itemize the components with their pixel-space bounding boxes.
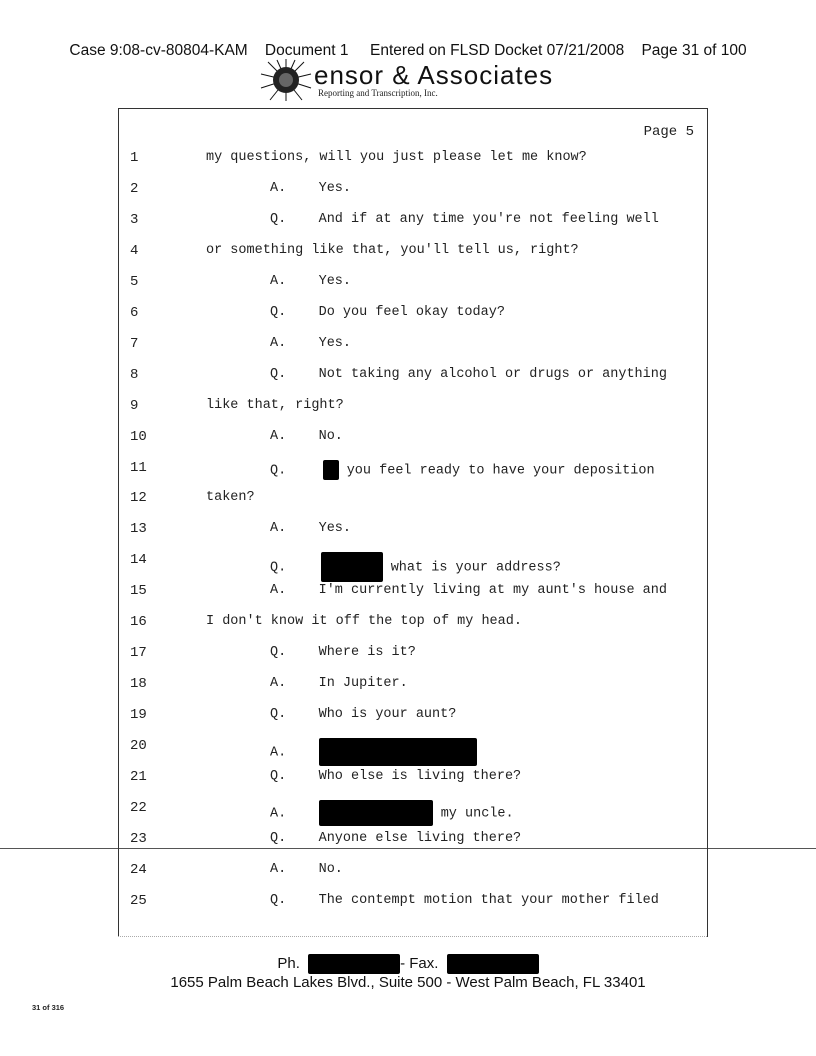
- line-number: 18: [130, 676, 147, 693]
- line-text: Q. The contempt motion that your mother filed: [270, 892, 659, 908]
- transcript-line: [118, 521, 706, 545]
- transcript-line: [118, 336, 706, 360]
- line-number: 25: [130, 892, 147, 909]
- line-number: 16: [130, 614, 147, 631]
- line-text: Q. And if at any time you're not feeling well: [270, 211, 659, 227]
- line-text: A. No.: [270, 428, 343, 444]
- line-number: 1: [130, 150, 139, 166]
- fax-label: - Fax.: [400, 954, 439, 972]
- transcript-line: [118, 893, 706, 917]
- line-text: [270, 552, 561, 582]
- line-text: A. No.: [270, 861, 343, 877]
- transcript-line: [118, 645, 706, 669]
- line-number: 9: [130, 397, 139, 414]
- transcript-line: [118, 676, 706, 700]
- transcript-line: [118, 274, 706, 298]
- line-number: 12: [130, 490, 147, 507]
- line-number: 4: [130, 242, 139, 259]
- transcript-line: [118, 460, 706, 484]
- line-text: Q. Who is your aunt?: [270, 707, 457, 723]
- transcript-line: [118, 800, 706, 824]
- line-text: [270, 800, 514, 826]
- line-text: A. Yes.: [270, 521, 352, 537]
- line-number: 2: [130, 180, 139, 197]
- line-text: taken?: [206, 490, 255, 506]
- line-number: 11: [130, 459, 147, 476]
- line-text: A. Yes.: [270, 273, 352, 289]
- line-text: A. Yes.: [270, 180, 352, 196]
- redaction-box: [323, 460, 339, 480]
- line-text-before-redaction: A.: [270, 806, 319, 822]
- line-number: 13: [130, 521, 147, 538]
- line-text-before-redaction: Q.: [270, 560, 319, 576]
- line-number: 22: [130, 799, 147, 816]
- line-text: or something like that, you'll tell us, right?: [206, 242, 579, 258]
- line-text-after-redaction: my uncle.: [432, 806, 514, 822]
- line-text-before-redaction: A.: [270, 745, 319, 761]
- redaction-box: [319, 800, 433, 826]
- line-text: A. I'm currently living at my aunt's house and: [270, 583, 667, 599]
- line-number: 17: [130, 645, 147, 662]
- transcript-line: [118, 862, 706, 886]
- transcript-line: [118, 305, 706, 329]
- line-number: 8: [130, 366, 139, 383]
- line-number: 14: [130, 552, 147, 569]
- line-number: 7: [130, 335, 139, 352]
- line-text: [270, 460, 655, 480]
- line-text-after-redaction: what is your address?: [382, 560, 561, 576]
- transcript-line: [118, 490, 706, 514]
- transcript-line: [118, 614, 706, 638]
- transcript-line: [118, 769, 706, 793]
- footer-address: 1655 Palm Beach Lakes Blvd., Suite 500 - West Palm Beach, FL 33401: [170, 974, 646, 991]
- line-text: I don't know it off the top of my head.: [206, 614, 522, 630]
- transcript-line: [118, 429, 706, 453]
- phone-label: Ph.: [277, 954, 300, 972]
- transcript-line: [118, 181, 706, 205]
- transcript-page-number: Page 5: [643, 124, 694, 140]
- line-number: 19: [130, 707, 147, 724]
- line-text-after-redaction: you feel ready to have your deposition: [338, 463, 655, 479]
- sun-logo-icon: [258, 58, 314, 102]
- line-number: 10: [130, 428, 147, 445]
- line-number: 23: [130, 830, 147, 847]
- transcript-line: [118, 831, 706, 855]
- line-text: [270, 738, 477, 766]
- page-bottom-edge: [118, 936, 707, 937]
- line-number: 21: [130, 769, 147, 785]
- transcript-line: [118, 707, 706, 731]
- line-text: Q. Not taking any alcohol or drugs or anything: [270, 366, 667, 382]
- redaction-box: [319, 738, 477, 766]
- footer-contact: [0, 954, 816, 974]
- document-page-count: 31 of 316: [32, 1003, 65, 1012]
- redacted-phone: [308, 954, 400, 974]
- line-text-before-redaction: Q.: [270, 463, 319, 479]
- transcript-line: [118, 552, 706, 576]
- transcript-line: [118, 583, 706, 607]
- line-text: A. In Jupiter.: [270, 676, 408, 692]
- line-text: Q. Do you feel okay today?: [270, 304, 505, 320]
- case-header: Case 9:08-cv-80804-KAM Document 1 Entered on FLSD Docket 07/21/2008 Page 31 of 100: [69, 42, 747, 59]
- redaction-box: [321, 552, 383, 582]
- logo-subtitle: Reporting and Transcription, Inc.: [318, 88, 438, 98]
- logo-name: ensor & Associates: [314, 60, 554, 90]
- transcript-line: [118, 150, 706, 174]
- line-text: Q. Where is it?: [270, 645, 416, 661]
- transcript-line: [118, 212, 706, 236]
- line-text: Q. Anyone else living there?: [270, 830, 522, 846]
- transcript-line: [118, 367, 706, 391]
- line-text: my questions, will you just please let me know?: [206, 150, 587, 165]
- line-text: Q. Who else is living there?: [270, 769, 522, 784]
- line-number: 6: [130, 304, 139, 321]
- redacted-fax: [447, 954, 539, 974]
- line-number: 20: [130, 738, 147, 755]
- transcript-line: [118, 398, 706, 422]
- line-text: A. Yes.: [270, 335, 352, 351]
- line-number: 3: [130, 211, 139, 228]
- line-text: like that, right?: [206, 397, 344, 413]
- transcript-line: [118, 738, 706, 762]
- reporter-logo: [258, 58, 558, 102]
- line-number: 24: [130, 861, 147, 878]
- transcript-line: [118, 243, 706, 267]
- line-number: 15: [130, 583, 147, 600]
- line-number: 5: [130, 273, 139, 290]
